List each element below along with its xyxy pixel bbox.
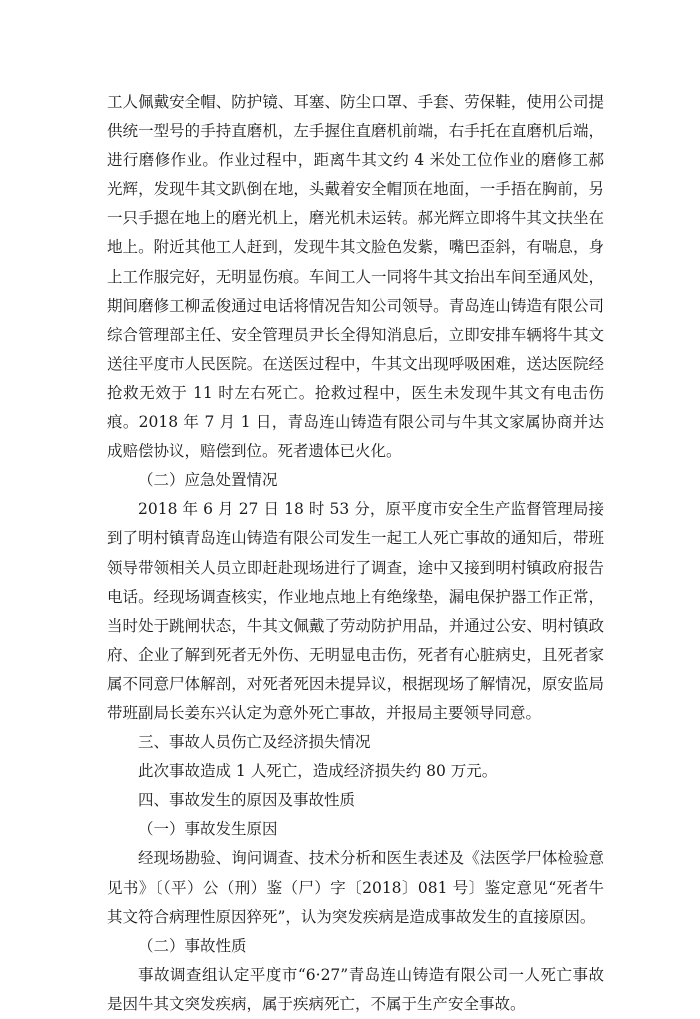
nature-paragraph: 事故调查组认定平度市“6·27”青岛连山铸造有限公司一人死亡事故是因牛其文突发疾病，属于疾病死亡，不属于生产安全事故。 — [107, 965, 604, 1013]
cause-subheading: （一）事故发生原因 — [138, 820, 278, 839]
casualties-paragraph: 此次事故造成 1 人死亡，造成经济损失约 80 万元。 — [138, 762, 498, 781]
cause-nature-heading: 四、事故发生的原因及事故性质 — [138, 791, 356, 810]
cause-paragraph: 经现场勘验、询问调查、技术分析和医生表述及《法医学尸体检验意见书》〔（平）公（刑）鉴（尸）字〔2018〕081 号〕鉴定意见“死者牛其文符合病理性原因猝死”，认为突发疾病是造成事故发生的直接原因。 — [107, 849, 604, 926]
accident-narrative-paragraph: 工人佩戴安全帽、防护镜、耳塞、防尘口罩、手套、劳保鞋，使用公司提供统一型号的手持直磨机，左手握住直磨机前端，右手托在直磨机后端，进行磨修作业。作业过程中，距离牛其文约 4 米处工位作业的磨修工郝光辉，发现牛其文趴倒在地，头戴着安全帽顶在地面，一手捂在胸前，另一只手摁在地上的磨光机上，磨光机未运转。郝光辉立即将牛其文扶坐在地上。附近其他工人赶到，发现牛其文脸色发紫，嘴巴歪斜，有喘息，身上工作服完好，无明显伤痕。车间工人一同将牛其文抬出车间至通风处，期间磨修工柳孟俊通过电话将情况告知公司领导。青岛连山铸造有限公司综合管理部主任、安全管理员尹长全得知消息后，立即安排车辆将牛其文送往平度市人民医院。在送医过程中，牛其文出现呼吸困难，送达医院经抢救无效于 11 时左右死亡。抢救过程中，医生未发现牛其文有电击伤痕。2018 年 7 月 1 日，青岛连山铸造有限公司与牛其文家属协商并达成赔偿协议，赔偿到位。死者遗体已火化。 — [107, 93, 604, 461]
casualties-heading: 三、事故人员伤亡及经济损失情况 — [138, 733, 371, 752]
nature-subheading: （二）事故性质 — [138, 936, 247, 955]
emergency-response-paragraph: 2018 年 6 月 27 日 18 时 53 分，原平度市安全生产监督管理局接到了明村镇青岛连山铸造有限公司发生一起工人死亡事故的通知后，带班领导带领相关人员立即赶赴现场进行了调查，途中又接到明村镇政府报告电话。经现场调查核实，作业地点地上有绝缘垫，漏电保护器工作正常，当时处于跳闸状态，牛其文佩戴了劳动防护用品，并通过公安、明村镇政府、企业了解到死者无外伤、无明显电击伤，死者有心脏病史，且死者家属不同意尸体解剖，对死者死因未提异议，根据现场了解情况，原安监局带班副局长姜东兴认定为意外死亡事故，并报局主要领导同意。 — [107, 500, 604, 722]
document-page — [107, 88, 604, 1019]
emergency-response-heading: （二）应急处置情况 — [138, 471, 278, 490]
